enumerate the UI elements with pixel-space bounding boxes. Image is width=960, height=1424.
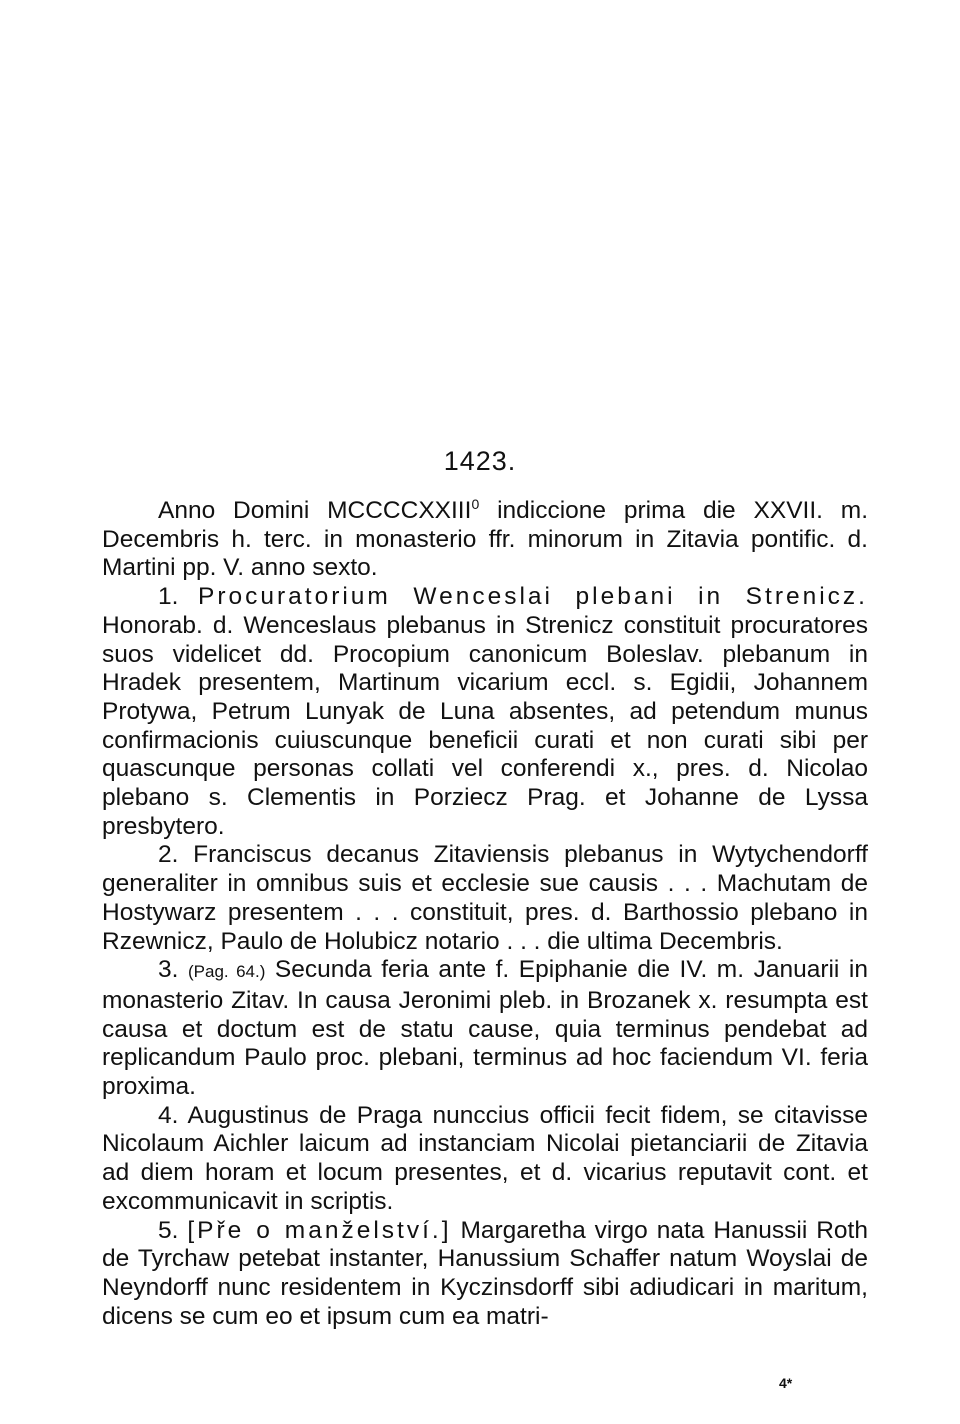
entry-4 — [102, 1102, 868, 1217]
signature-mark: 4* — [779, 1375, 793, 1391]
entry-3-page-ref: (Pag. 64.) — [187, 962, 266, 982]
entry-3-text: Secunda feria ante f. Epiphanie die IV. m. Januarii in monasterio Zitav. In causa Jeronimi pleb. in Brozanek x. resumpta est causa et doctum est de statu cause, quia terminus pendebat ad replicandum Paulo proc. plebani, terminus ad hoc faciendum VI. feria proxima. — [102, 956, 868, 1101]
intro-superscript: 0 — [471, 495, 480, 512]
entry-2 — [102, 841, 868, 956]
entry-5 — [102, 1217, 868, 1332]
entry-2-number: 2. — [158, 841, 194, 869]
year-heading: 1423. — [443, 446, 517, 476]
document-body — [102, 497, 868, 1331]
intro-text-post: indiccione prima die XXVII. m. Decembris h. terc. in monasterio ffr. minorum in Zitavia pontific. d. Martini pp. V. anno sexto. — [102, 497, 869, 582]
entry-1-number: 1. — [158, 583, 198, 611]
entry-1-title: Procuratorium Wenceslai plebani in Strenicz. — [197, 583, 868, 611]
entry-2-text: Franciscus decanus Zitaviensis plebanus in Wytychendorff generaliter in omnibus suis et ecclesie sue causis . . . Machutam de Hostywarz presentem . . . constituit, pres. d. Barthossio plebano in Rzewnicz, Paulo de Holubicz notario . . . die ultima Decembris. — [102, 841, 868, 955]
intro-text-pre: Anno Domini MCCCCXXIII — [158, 497, 472, 524]
entry-5-number: 5. — [158, 1216, 188, 1244]
intro-paragraph — [102, 497, 868, 583]
entry-1-text: Honorab. d. Wenceslaus plebanus in Strenicz constituit procuratores suos videlicet dd. Procopium canonicum Boleslav. plebanum in Hradek presentem, Martinum vicarium eccl. s. Egidii, Johannem Protywa, Petrum Lunyak de Luna absentes, ad petendum munus confirmacionis cuiuscunque beneficii curati et non curati sibi per quascunque personas collati vel conferendi x., pres. d. Nicolao plebano s. Clementis in Porziecz Prag. et Johanne de Lyssa presbytero. — [102, 611, 868, 840]
entry-3-number: 3. — [158, 956, 188, 984]
entry-1 — [102, 583, 868, 841]
entry-4-text: Augustinus de Praga nunccius officii fecit fidem, se citavisse Nicolaum Aichler laicum ad instanciam Nicolai pietanciarii de Zitavia ad diem horam et locum presentes, et d. vicarius reputavit cont. et excommunicavit in scriptis. — [102, 1101, 868, 1215]
entry-5-title: [Pře o manželství.] — [187, 1216, 452, 1244]
entry-5-text: Margaretha virgo nata Hanussii Roth de Tyrchaw petebat instanter, Hanussium Schaffer natum Woyslai de Neyndorff nunc residentem in Kyczinsdorff sibi adiudicari in maritum, dicens se cum eo et ipsum cum ea matri- — [102, 1216, 868, 1330]
entry-4-number: 4. — [158, 1101, 188, 1129]
entry-3 — [102, 956, 868, 1102]
